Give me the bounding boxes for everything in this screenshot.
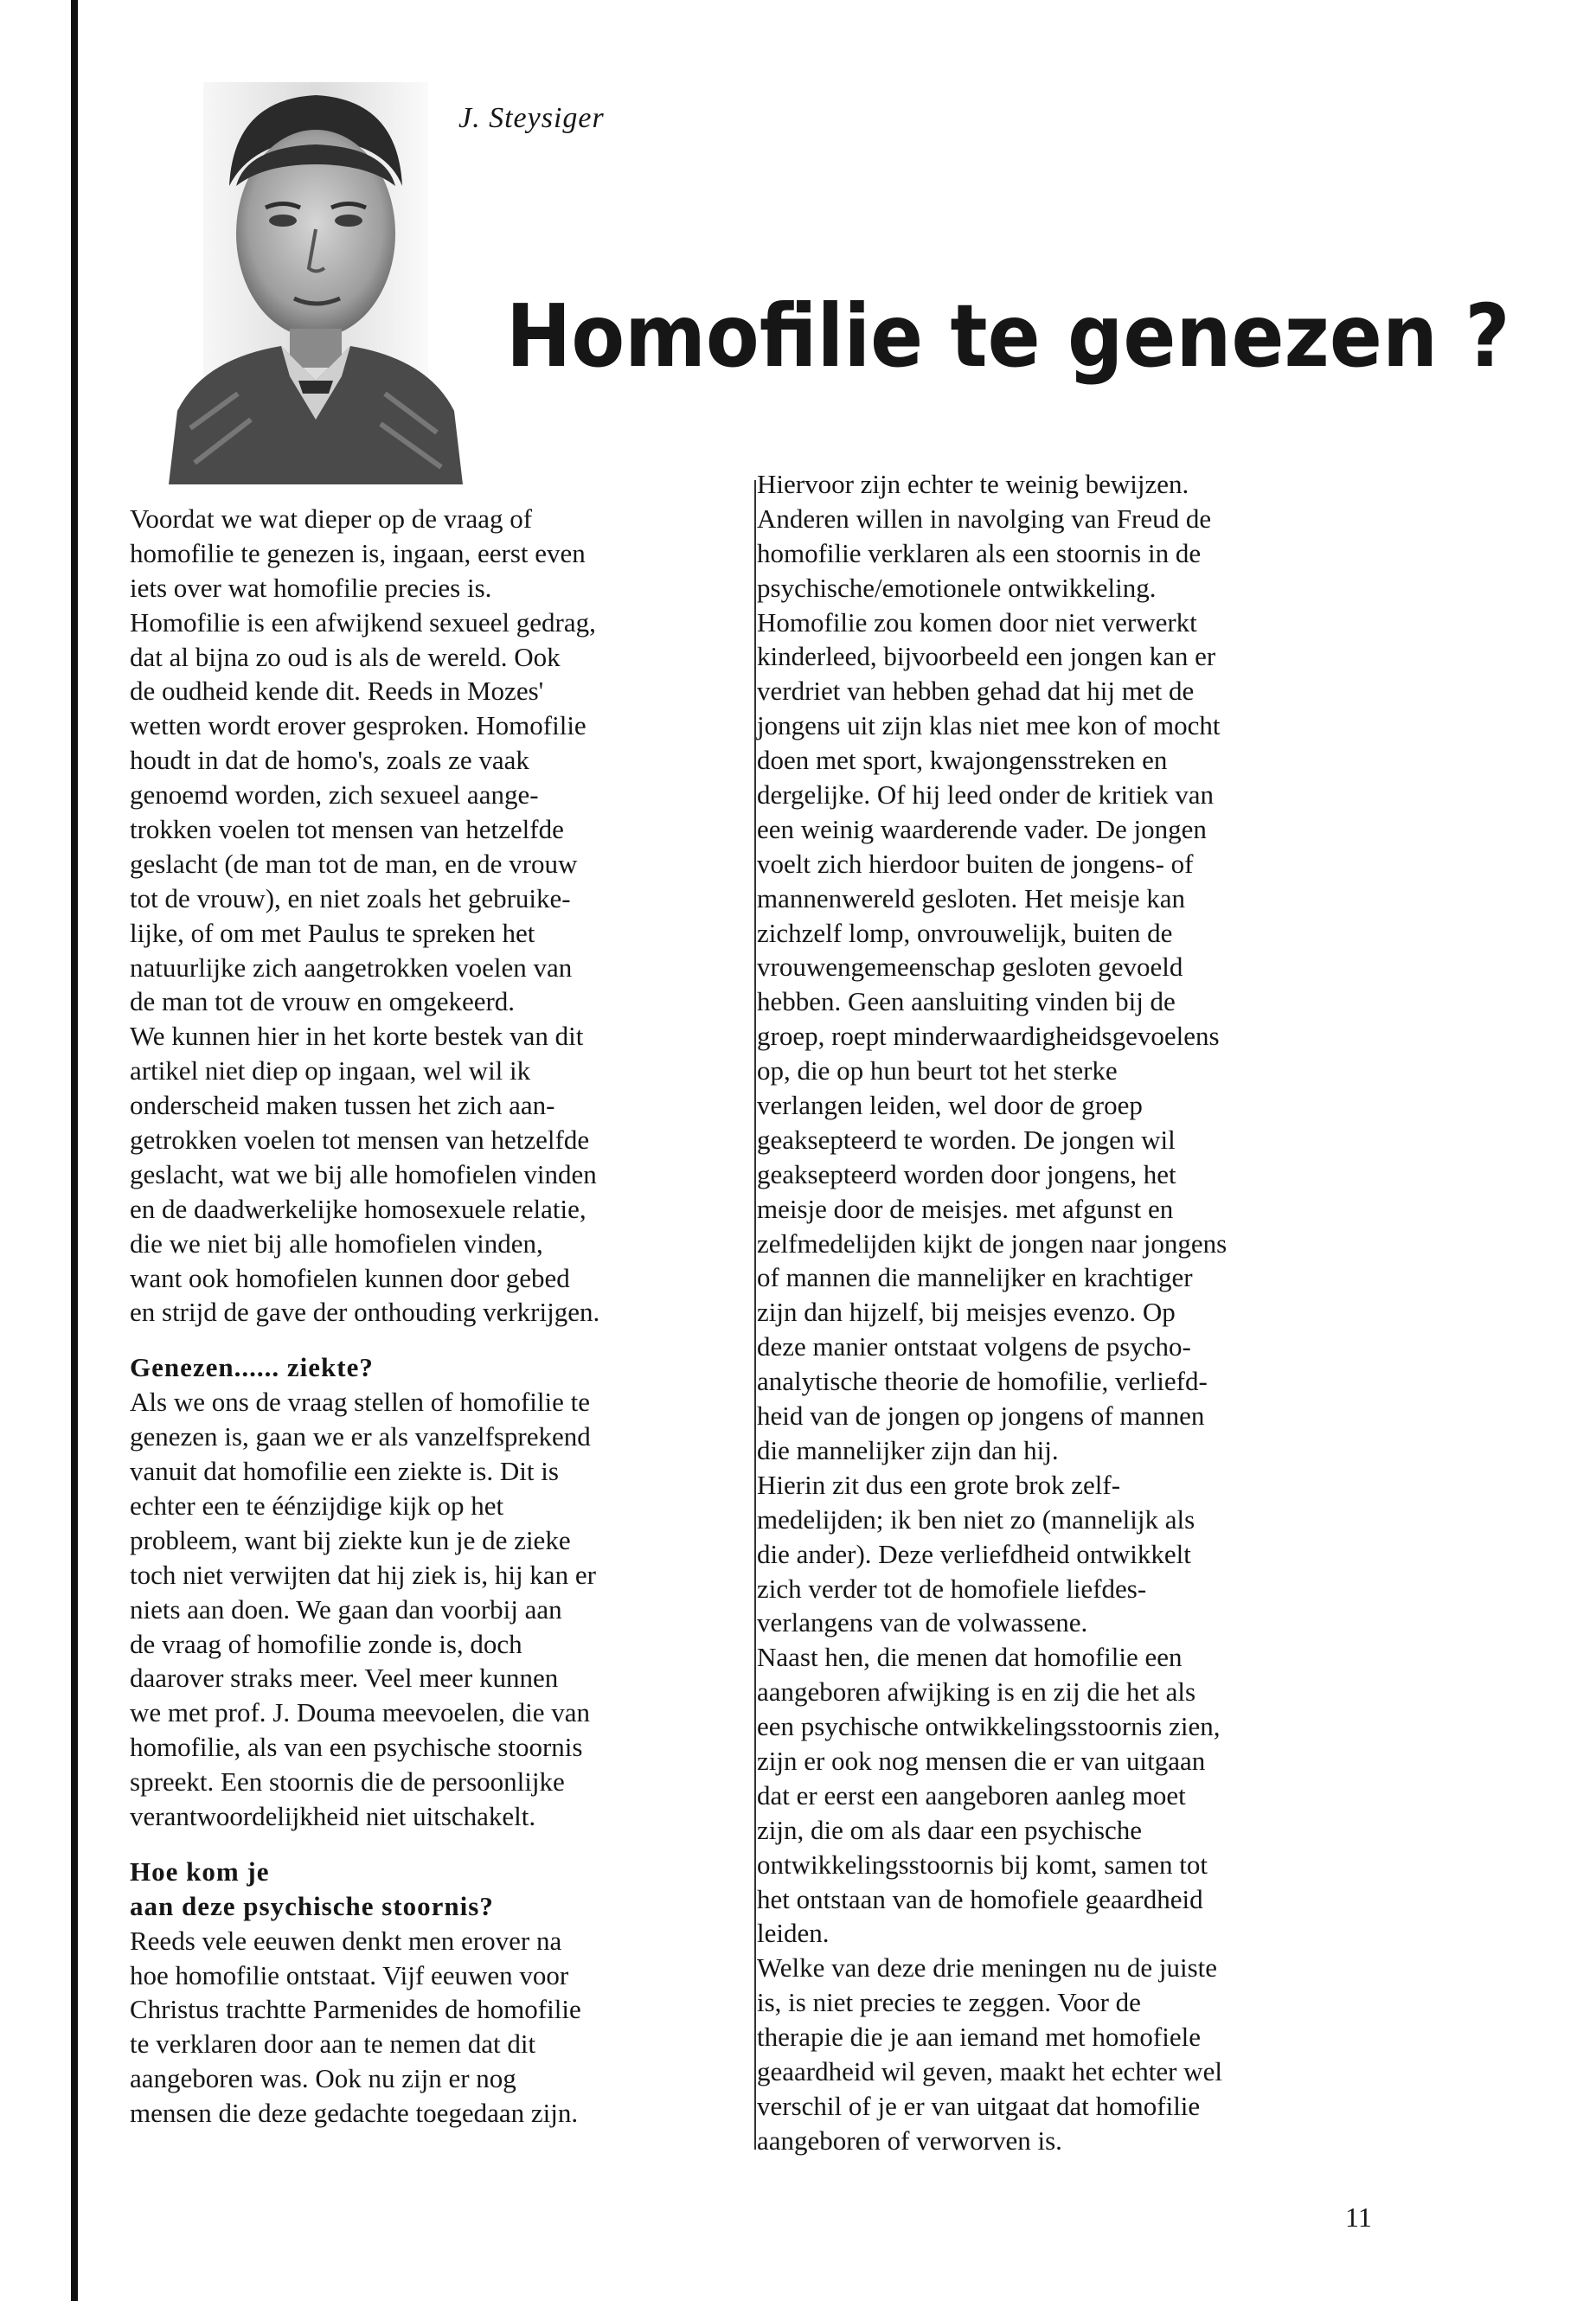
- text-line: die ander). Deze verliefdheid ontwikkelt: [757, 1538, 1191, 1569]
- text-line: Homofilie is een afwijkend sexueel gedrag,: [130, 606, 596, 638]
- text-line: en de daadwerkelijke homosexuele relatie,: [130, 1193, 586, 1224]
- text-line: aangeboren afwijking is en zij die het als: [757, 1676, 1196, 1708]
- text-line: aangeboren was. Ook nu zijn er nog: [130, 2063, 516, 2094]
- author-name: J. Steysiger: [458, 102, 605, 134]
- text-line: heid van de jongen op jongens of mannen: [757, 1400, 1205, 1432]
- text-line: trokken voelen tot mensen van hetzelfde: [130, 814, 564, 845]
- text-line: dat al bijna zo oud is als de wereld. Ook: [130, 641, 561, 672]
- text-line: verlangens van de volwassene.: [757, 1607, 1088, 1638]
- text-line: want ook homofielen kunnen door gebed: [130, 1262, 570, 1293]
- text-line: deze manier ontstaat volgens de psycho-: [757, 1331, 1191, 1362]
- text-line: voelt zich hierdoor buiten de jongens- of: [757, 848, 1194, 879]
- text-line: iets over wat homofilie precies is.: [130, 572, 492, 603]
- text-line: mannenwereld gesloten. Het meisje kan: [757, 882, 1185, 913]
- text-line: meisje door de meisjes. met afgunst en: [757, 1193, 1174, 1224]
- text-line: hoe homofilie ontstaat. Vijf eeuwen voor: [130, 1959, 569, 1990]
- paragraph-genezen: [130, 1385, 740, 1834]
- text-line: zelfmedelijden kijkt de jongen naar jongens: [757, 1227, 1227, 1259]
- text-line: zijn, die om als daar een psychische: [757, 1814, 1143, 1845]
- text-line: Hiervoor zijn echter te weinig bewijzen.: [757, 469, 1189, 499]
- text-line: wetten wordt erover gesproken. Homofilie: [130, 710, 586, 741]
- text-line: homofilie te genezen is, ingaan, eerst even: [130, 537, 586, 568]
- right-column: [757, 467, 1388, 2158]
- text-line: tot de vrouw), en niet zoals het gebruike-: [130, 882, 571, 913]
- text-line: verlangen leiden, wel door de groep: [757, 1090, 1143, 1121]
- text-line: We kunnen hier in het korte bestek van dit: [130, 1021, 584, 1052]
- text-line: echter een te éénzijdige kijk op het: [130, 1490, 504, 1521]
- paragraph-intro: [130, 502, 740, 1330]
- text-line: leiden.: [757, 1918, 830, 1949]
- text-line: het ontstaan van de homofiele geaardheid: [757, 1883, 1203, 1914]
- text-line: kinderleed, bijvoorbeeld een jongen kan er: [757, 641, 1216, 672]
- text-line: houdt in dat de homo's, zoals ze vaak: [130, 745, 529, 776]
- article-title: Homofilie te genezen ?: [506, 285, 1510, 387]
- text-line: psychische/emotionele ontwikkeling.: [757, 572, 1157, 603]
- text-line: homofilie, als van een psychische stoornis: [130, 1732, 583, 1763]
- text-line: therapie die je aan iemand met homofiele: [757, 2022, 1201, 2053]
- text-line: toch niet verwijten dat hij ziek is, hij kan er: [130, 1559, 596, 1590]
- text-line: homofilie verklaren als een stoornis in de: [757, 537, 1202, 568]
- text-line: Als we ons de vraag stellen of homofilie te: [130, 1387, 591, 1418]
- text-line: is, is niet precies te zeggen. Voor de: [757, 1987, 1141, 2018]
- text-line: Voordat we wat dieper op de vraag of: [130, 503, 533, 534]
- text-line: geslacht, wat we bij alle homofielen vinden: [130, 1158, 597, 1189]
- text-line: verdriet van hebben gehad dat hij met de: [757, 676, 1195, 707]
- text-line: getrokken voelen tot mensen van hetzelfde: [130, 1125, 590, 1156]
- text-line: de oudheid kende dit. Reeds in Mozes': [130, 676, 544, 707]
- author-photo: [169, 82, 463, 484]
- text-line: geslacht (de man tot de man, en de vrouw: [130, 848, 578, 879]
- text-line: probleem, want bij ziekte kun je de zieke: [130, 1524, 571, 1555]
- text-line: geaksepteerd worden door jongens, het: [757, 1158, 1176, 1189]
- text-line: genezen is, gaan we er als vanzelfsprekend: [130, 1421, 591, 1452]
- text-line: lijke, of om met Paulus te spreken het: [130, 917, 535, 948]
- text-line: zijn er ook nog mensen die er van uitgaan: [757, 1745, 1206, 1776]
- text-line: zich verder tot de homofiele liefdes-: [757, 1573, 1147, 1604]
- text-line: Anderen willen in navolging van Freud de: [757, 503, 1212, 534]
- text-line: die mannelijker zijn dan hij.: [757, 1434, 1059, 1465]
- text-line: analytische theorie de homofilie, verliefd-: [757, 1366, 1208, 1397]
- text-line: daarover straks meer. Veel meer kunnen: [130, 1663, 559, 1694]
- text-line: ontwikkelingsstoornis bij komt, samen tot: [757, 1849, 1208, 1880]
- text-line: Hierin zit dus een grote brok zelf-: [757, 1469, 1121, 1500]
- text-line: niets aan doen. We gaan dan voorbij aan: [130, 1593, 562, 1625]
- text-line: vrouwengemeenschap gesloten gevoeld: [757, 952, 1183, 983]
- text-line: of mannen die mannelijker en krachtiger: [757, 1262, 1193, 1293]
- text-line: geaardheid wil geven, maakt het echter wel: [757, 2055, 1222, 2086]
- text-line: zijn dan hijzelf, bij meisjes evenzo. Op: [757, 1297, 1176, 1328]
- text-line: Naast hen, die menen dat homofilie een: [757, 1642, 1183, 1673]
- left-column: [130, 502, 740, 2131]
- text-line: artikel niet diep op ingaan, wel wil ik: [130, 1055, 531, 1086]
- section-heading-genezen: Genezen...... ziekte?: [130, 1352, 374, 1383]
- section-heading-hoe-kom-je-2: aan deze psychische stoornis?: [130, 1890, 494, 1921]
- text-line: en strijd de gave der onthouding verkrijgen.: [130, 1297, 600, 1328]
- text-line: de vraag of homofilie zonde is, doch: [130, 1628, 522, 1659]
- text-line: hebben. Geen aansluiting vinden bij de: [757, 986, 1176, 1017]
- text-line: een psychische ontwikkelingsstoornis zien,: [757, 1711, 1221, 1742]
- text-line: vanuit dat homofilie een ziekte is. Dit is: [130, 1456, 559, 1487]
- page-number: 11: [1345, 2202, 1372, 2233]
- text-line: natuurlijke zich aangetrokken voelen van: [130, 952, 573, 983]
- text-line: jongens uit zijn klas niet mee kon of mocht: [757, 710, 1221, 741]
- text-line: te verklaren door aan te nemen dat dit: [130, 2029, 536, 2060]
- text-line: de man tot de vrouw en omgekeerd.: [130, 986, 516, 1017]
- text-line: Reeds vele eeuwen denkt men erover na: [130, 1925, 562, 1956]
- text-line: genoemd worden, zich sexueel aange-: [130, 779, 539, 811]
- author-photo-graphic: [169, 82, 463, 484]
- text-line: Christus trachtte Parmenides de homofilie: [130, 1994, 581, 2025]
- text-line: verschil of je er van uitgaat dat homofilie: [757, 2090, 1201, 2121]
- text-line: doen met sport, kwajongensstreken en: [757, 745, 1168, 776]
- text-line: verantwoordelijkheid niet uitschakelt.: [130, 1800, 536, 1831]
- text-line: dergelijke. Of hij leed onder de kritiek van: [757, 779, 1214, 811]
- text-line: dat er eerst een aangeboren aanleg moet: [757, 1779, 1186, 1811]
- text-line: onderscheid maken tussen het zich aan-: [130, 1090, 555, 1121]
- text-line: mensen die deze gedachte toegedaan zijn.: [130, 2098, 579, 2129]
- text-line: groep, roept minderwaardigheidsgevoelens: [757, 1021, 1220, 1052]
- text-line: geaksepteerd te worden. De jongen wil: [757, 1124, 1176, 1155]
- paragraph-ontstaan: [130, 1924, 740, 2131]
- text-line: aangeboren of verworven is.: [757, 2125, 1062, 2156]
- text-line: Homofilie zou komen door niet verwerkt: [757, 606, 1197, 638]
- text-line: op, die op hun beurt tot het sterke: [757, 1055, 1118, 1086]
- text-line: Welke van deze drie meningen nu de juiste: [757, 1952, 1218, 1984]
- text-line: zichzelf lomp, onvrouwelijk, buiten de: [757, 917, 1173, 948]
- text-line: we met prof. J. Douma meevoelen, die van: [130, 1697, 590, 1728]
- text-line: spreekt. Een stoornis die de persoonlijke: [130, 1766, 565, 1798]
- column-divider: [754, 480, 756, 2150]
- text-line: een weinig waarderende vader. De jongen: [757, 813, 1207, 844]
- left-margin-rule: [71, 0, 78, 2301]
- text-line: die we niet bij alle homofielen vinden,: [130, 1227, 543, 1259]
- text-line: medelijden; ik ben niet zo (mannelijk als: [757, 1503, 1195, 1535]
- section-heading-hoe-kom-je-1: Hoe kom je: [130, 1856, 270, 1887]
